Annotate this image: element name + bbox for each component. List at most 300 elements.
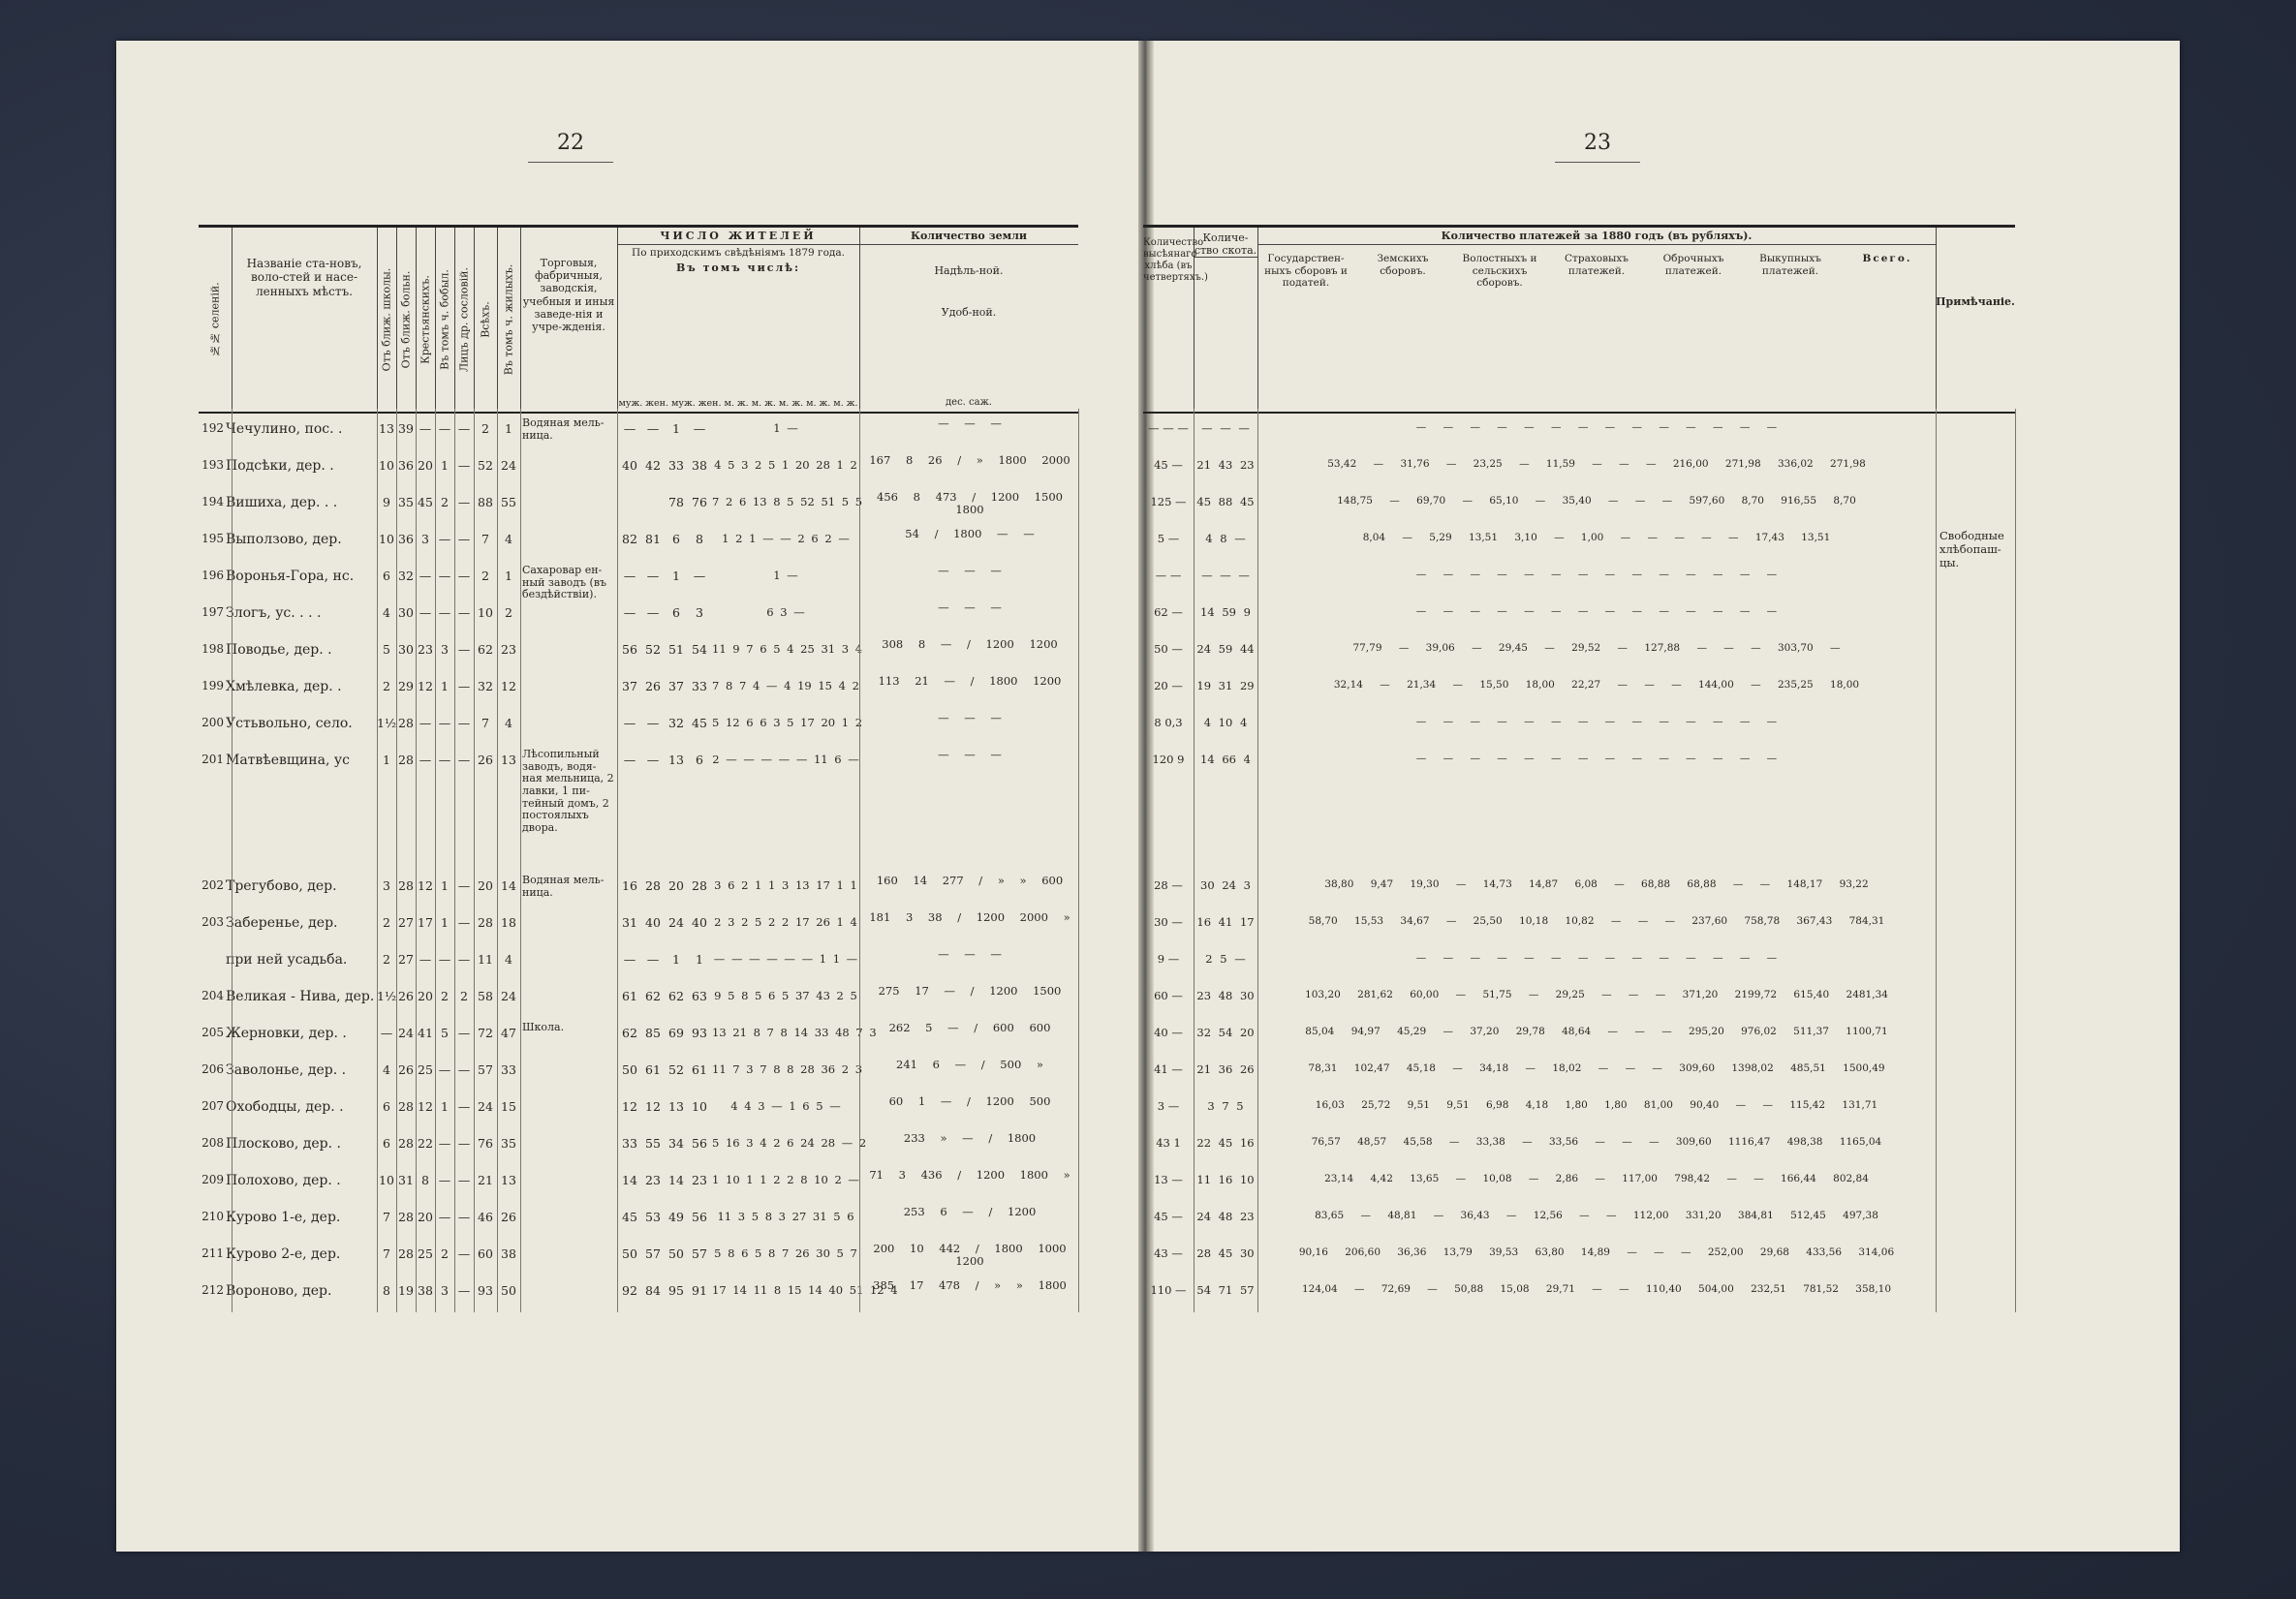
place-name: Полохово, дер. . bbox=[226, 1173, 341, 1188]
payment-values: — — — — — — — — — — — — — — bbox=[1415, 716, 1778, 727]
column-rule bbox=[435, 409, 436, 1312]
parish-men: 14 bbox=[668, 1173, 684, 1187]
fam-women: 62 bbox=[645, 989, 661, 1003]
yards-other: — bbox=[457, 532, 471, 546]
table-row bbox=[1143, 414, 2015, 450]
dist-hospital: 26 bbox=[398, 1062, 414, 1077]
cattle-counts: 2 5 — bbox=[1205, 952, 1246, 966]
place-name: Курово 1-е, дер. bbox=[226, 1210, 341, 1225]
parish-women: 91 bbox=[692, 1283, 707, 1298]
header-yards-a: Крестьянскихъ. bbox=[416, 228, 436, 412]
fam-men: — bbox=[623, 421, 636, 436]
fam-women: 40 bbox=[645, 915, 661, 930]
yards-bobyl: — bbox=[438, 421, 451, 436]
fam-women: 26 bbox=[645, 679, 661, 693]
place-name: Жерновки, дер. . bbox=[226, 1026, 347, 1041]
age-breakdown: 11 9 7 6 5 4 25 31 3 4 bbox=[712, 642, 863, 656]
cattle-counts: 21 36 26 bbox=[1196, 1062, 1255, 1076]
land-values: — — — bbox=[938, 711, 1002, 724]
table-row bbox=[199, 598, 1078, 634]
buildings-living: 24 bbox=[501, 989, 516, 1003]
age-breakdown: 4 5 3 2 5 1 20 28 1 2 bbox=[714, 458, 857, 472]
buildings-living: 13 bbox=[501, 753, 516, 767]
row-number: 207 bbox=[202, 1099, 224, 1113]
fam-men: 50 bbox=[622, 1246, 637, 1261]
yards-other: — bbox=[457, 1099, 471, 1114]
land-values: 241 6 — / 500 » bbox=[896, 1058, 1043, 1071]
land-values: 385 17 478 / » » 1800 bbox=[873, 1278, 1067, 1292]
column-rule bbox=[377, 409, 378, 1312]
column-rule bbox=[520, 409, 521, 1312]
dist-school: — bbox=[380, 1026, 393, 1040]
parish-men: 6 bbox=[672, 532, 680, 546]
sown-grain: 8 0,3 bbox=[1154, 716, 1183, 729]
dist-hospital: 36 bbox=[398, 458, 414, 473]
row-number: 211 bbox=[202, 1246, 224, 1260]
buildings-all: 2 bbox=[481, 569, 489, 583]
cattle-counts: 32 54 20 bbox=[1196, 1026, 1255, 1039]
yards-peasant: 12 bbox=[418, 878, 433, 893]
row-number: 202 bbox=[202, 878, 224, 892]
column-rule bbox=[617, 409, 618, 1312]
table-row bbox=[1143, 598, 2015, 634]
buildings-living: 1 bbox=[505, 569, 512, 583]
table-row bbox=[199, 1018, 1078, 1055]
table-row bbox=[1143, 1092, 2015, 1128]
yards-peasant: 8 bbox=[421, 1173, 429, 1187]
yards-peasant: 25 bbox=[418, 1062, 433, 1077]
yards-other: — bbox=[457, 605, 471, 620]
buildings-living: 47 bbox=[501, 1026, 516, 1040]
cattle-counts: 24 59 44 bbox=[1196, 642, 1255, 656]
table-row bbox=[1143, 1128, 2015, 1165]
buildings-all: 7 bbox=[481, 716, 489, 730]
yards-other: — bbox=[457, 1246, 471, 1261]
land-values: 71 3 436 / 1200 1800 » bbox=[869, 1168, 1070, 1182]
land-values: 456 8 473 / 1200 1500 1800 bbox=[877, 490, 1063, 517]
table-row bbox=[199, 981, 1078, 1018]
dist-school: 4 bbox=[383, 605, 390, 620]
sown-grain: 9 — bbox=[1157, 952, 1180, 966]
cattle-counts: 19 31 29 bbox=[1196, 679, 1255, 692]
parish-men: 24 bbox=[668, 915, 684, 930]
yards-bobyl: — bbox=[438, 569, 451, 583]
dist-school: 10 bbox=[379, 1173, 394, 1187]
column-rule bbox=[474, 409, 475, 1312]
land-values: — — — bbox=[938, 600, 1002, 614]
header-dist-a: Отъ ближ. школы. bbox=[377, 228, 397, 412]
cattle-counts: 24 48 23 bbox=[1196, 1210, 1255, 1223]
sown-grain: 13 — bbox=[1154, 1173, 1183, 1186]
yards-other: — bbox=[457, 1062, 471, 1077]
buildings-all: 46 bbox=[478, 1210, 493, 1224]
yards-peasant: — bbox=[419, 569, 432, 583]
parish-women: 6 bbox=[696, 753, 703, 767]
buildings-all: 21 bbox=[478, 1173, 493, 1187]
buildings-all: 76 bbox=[478, 1136, 493, 1151]
buildings-all: 7 bbox=[481, 532, 489, 546]
place-name: Вороново, дер. bbox=[226, 1283, 332, 1299]
land-values: 54 / 1800 — — bbox=[905, 527, 1035, 540]
age-breakdown: 7 2 6 13 8 5 52 51 5 5 bbox=[712, 495, 863, 508]
dist-school: 1 bbox=[383, 753, 390, 767]
right-table-body bbox=[1143, 414, 2015, 1312]
fam-women: — bbox=[646, 716, 660, 730]
page-number-left: 22 bbox=[557, 131, 584, 155]
parish-women: 1 bbox=[696, 952, 703, 967]
age-breakdown: 6 3 — bbox=[766, 605, 805, 619]
column-rule bbox=[2015, 409, 2016, 1312]
yards-bobyl: 1 bbox=[441, 878, 449, 893]
sown-grain: — — — bbox=[1148, 421, 1189, 435]
yards-peasant: — bbox=[419, 952, 432, 967]
dist-school: 1½ bbox=[377, 716, 397, 730]
header-build-a: Всѣхъ. bbox=[474, 228, 498, 412]
dist-hospital: 28 bbox=[398, 878, 414, 893]
parish-women: 8 bbox=[696, 532, 703, 546]
fam-women: 84 bbox=[645, 1283, 661, 1298]
yards-other: — bbox=[457, 642, 471, 657]
yards-other: — bbox=[457, 716, 471, 730]
parish-women: 76 bbox=[692, 495, 707, 509]
fam-men: 40 bbox=[622, 458, 637, 473]
age-breakdown: 9 5 8 5 6 5 37 43 2 5 bbox=[714, 989, 857, 1002]
header-cattle: Количе-ство скота. bbox=[1194, 228, 1258, 412]
land-values: 113 21 — / 1800 1200 bbox=[878, 674, 1062, 688]
column-rule bbox=[1257, 409, 1258, 1312]
column-rule bbox=[232, 409, 233, 1312]
yards-other: — bbox=[457, 1026, 471, 1040]
buildings-living: 35 bbox=[501, 1136, 516, 1151]
fam-men: 31 bbox=[622, 915, 637, 930]
yards-peasant: 23 bbox=[418, 642, 433, 657]
dist-school: 13 bbox=[379, 421, 394, 436]
dist-school: 2 bbox=[383, 679, 390, 693]
buildings-all: 62 bbox=[478, 642, 493, 657]
yards-other: — bbox=[457, 915, 471, 930]
place-name: Матвѣевщина, ус bbox=[226, 753, 350, 768]
column-rule bbox=[1078, 409, 1079, 1312]
row-number: 201 bbox=[202, 753, 224, 766]
yards-peasant: 20 bbox=[418, 989, 433, 1003]
land-values: 275 17 — / 1200 1500 bbox=[878, 984, 1062, 998]
establishments: Водяная мель-ница. bbox=[522, 416, 605, 442]
table-row bbox=[199, 1165, 1078, 1202]
parish-men: 1 bbox=[672, 952, 680, 967]
sown-grain: 43 1 bbox=[1156, 1136, 1181, 1150]
table-row bbox=[1143, 634, 2015, 671]
age-breakdown: 5 12 6 6 3 5 17 20 1 2 bbox=[712, 716, 863, 729]
age-breakdown: 1 — bbox=[773, 421, 798, 435]
parish-women: 28 bbox=[692, 878, 707, 893]
sown-grain: 45 — bbox=[1154, 458, 1183, 472]
dist-school: 7 bbox=[383, 1246, 390, 1261]
fam-women: 52 bbox=[645, 642, 661, 657]
parish-men: 1 bbox=[672, 421, 680, 436]
table-row bbox=[1143, 871, 2015, 907]
sown-grain: 28 — bbox=[1154, 878, 1183, 892]
payment-values: — — — — — — — — — — — — — — bbox=[1415, 753, 1778, 764]
fam-women: 53 bbox=[645, 1210, 661, 1224]
buildings-living: 23 bbox=[501, 642, 516, 657]
dist-school: 1½ bbox=[377, 989, 397, 1003]
yards-peasant: 41 bbox=[418, 1026, 433, 1040]
header-trade: Торговыя, фабричныя, заводскія, учебныя и иныя заведе-нія и учре-жденія. bbox=[520, 228, 618, 412]
yards-bobyl: — bbox=[438, 1173, 451, 1187]
land-values: 167 8 26 / » 1800 2000 bbox=[869, 453, 1070, 467]
age-breakdown: 4 4 3 — 1 6 5 — bbox=[730, 1099, 841, 1113]
buildings-living: 14 bbox=[501, 878, 516, 893]
parish-men: 33 bbox=[668, 458, 684, 473]
table-row bbox=[1143, 450, 2015, 487]
payment-values: — — — — — — — — — — — — — — bbox=[1415, 421, 1778, 433]
fam-women: — bbox=[646, 753, 660, 767]
yards-peasant: 12 bbox=[418, 1099, 433, 1114]
dist-school: 6 bbox=[383, 1099, 390, 1114]
table-row bbox=[1143, 1018, 2015, 1055]
sown-grain: 60 — bbox=[1154, 989, 1183, 1002]
header-build-b: Въ томъ ч. жилыхъ. bbox=[497, 228, 521, 412]
table-row bbox=[199, 1055, 1078, 1092]
header-land: Количество земли Надѣль-ной. Удоб-ной. дес. саж. bbox=[859, 228, 1078, 412]
row-number: 203 bbox=[202, 915, 224, 929]
place-name: при ней усадьба. bbox=[226, 952, 348, 968]
payment-values: 8,04 — 5,29 13,51 3,10 — 1,00 — — — — — 17,43 13,51 bbox=[1362, 532, 1831, 543]
cattle-counts: 23 48 30 bbox=[1196, 989, 1255, 1002]
parish-women: 57 bbox=[692, 1246, 707, 1261]
place-name: Охободцы, дер. . bbox=[226, 1099, 344, 1115]
fam-men: 37 bbox=[622, 679, 637, 693]
cattle-counts: 54 71 57 bbox=[1196, 1283, 1255, 1297]
parish-men: 1 bbox=[672, 569, 680, 583]
table-row bbox=[1143, 1276, 2015, 1312]
dist-hospital: 28 bbox=[398, 1210, 414, 1224]
cattle-counts: 21 43 23 bbox=[1196, 458, 1255, 472]
age-breakdown: 13 21 8 7 8 14 33 48 7 3 bbox=[712, 1026, 877, 1039]
place-name: Воронья-Гора, нс. bbox=[226, 569, 355, 584]
fam-men: 62 bbox=[622, 1026, 637, 1040]
dist-school: 6 bbox=[383, 569, 390, 583]
cattle-counts: 14 59 9 bbox=[1200, 605, 1251, 619]
table-row bbox=[1143, 1239, 2015, 1276]
payment-values: 83,65 — 48,81 — 36,43 — 12,56 — — 112,00 331,20 384,81 512,45 497,38 bbox=[1315, 1210, 1878, 1221]
payment-values: — — — — — — — — — — — — — — bbox=[1415, 569, 1778, 580]
age-breakdown: 17 14 11 8 15 14 40 51 12 4 bbox=[712, 1283, 898, 1297]
payment-values: 16,03 25,72 9,51 9,51 6,98 4,18 1,80 1,80 81,00 90,40 — — 115,42 131,71 bbox=[1315, 1099, 1878, 1111]
establishments: Школа. bbox=[522, 1021, 565, 1033]
land-values: 160 14 277 / » » 600 bbox=[876, 874, 1064, 887]
yards-bobyl: 3 bbox=[441, 642, 449, 657]
column-rule bbox=[396, 409, 397, 1312]
left-table-header bbox=[199, 225, 1078, 414]
yards-peasant: — bbox=[419, 605, 432, 620]
establishments: Водяная мель-ница. bbox=[522, 874, 605, 899]
dist-hospital: 28 bbox=[398, 1246, 414, 1261]
parish-men: 95 bbox=[668, 1283, 684, 1298]
dist-school: 2 bbox=[383, 952, 390, 967]
buildings-living: 4 bbox=[505, 716, 512, 730]
yards-bobyl: — bbox=[438, 605, 451, 620]
header-yards-c: Лицъ др. сословій. bbox=[454, 228, 475, 412]
buildings-all: 60 bbox=[478, 1246, 493, 1261]
header-dist-b: Отъ ближ. больн. bbox=[396, 228, 417, 412]
cattle-counts: 3 7 5 bbox=[1207, 1099, 1244, 1113]
parish-women: 93 bbox=[692, 1026, 707, 1040]
fam-women: 28 bbox=[645, 878, 661, 893]
table-row bbox=[1143, 561, 2015, 598]
left-table bbox=[199, 225, 1078, 1312]
payment-values: 78,31 102,47 45,18 — 34,18 — 18,02 — — — 309,60 1398,02 485,51 1500,49 bbox=[1308, 1062, 1885, 1074]
row-note: Свободные хлѣбопаш-цы. bbox=[1939, 529, 2004, 569]
sown-grain: 45 — bbox=[1154, 1210, 1183, 1223]
table-row bbox=[199, 944, 1078, 981]
header-note: Примѣчаніе. bbox=[1936, 295, 2015, 308]
row-number: 204 bbox=[202, 989, 224, 1002]
place-name: Чечулино, пос. . bbox=[226, 421, 343, 437]
dist-school: 5 bbox=[383, 642, 390, 657]
fam-men: — bbox=[623, 605, 636, 620]
payment-values: 23,14 4,42 13,65 — 10,08 — 2,86 — 117,00 798,42 — — 166,44 802,84 bbox=[1324, 1173, 1869, 1184]
buildings-all: 2 bbox=[481, 421, 489, 436]
buildings-living: 33 bbox=[501, 1062, 516, 1077]
dist-school: 9 bbox=[383, 495, 390, 509]
buildings-living: 18 bbox=[501, 915, 516, 930]
sown-grain: 40 — bbox=[1154, 1026, 1183, 1039]
sown-grain: — — bbox=[1155, 569, 1182, 582]
yards-bobyl: 1 bbox=[441, 458, 449, 473]
cattle-counts: 4 8 — bbox=[1205, 532, 1246, 545]
yards-bobyl: 1 bbox=[441, 679, 449, 693]
cattle-counts: 14 66 4 bbox=[1200, 753, 1251, 766]
sown-grain: 3 — bbox=[1157, 1099, 1180, 1113]
buildings-all: 26 bbox=[478, 753, 493, 767]
land-values: 181 3 38 / 1200 2000 » bbox=[869, 910, 1070, 924]
fam-women: 61 bbox=[645, 1062, 661, 1077]
parish-men: 34 bbox=[668, 1136, 684, 1151]
cattle-counts: 22 45 16 bbox=[1196, 1136, 1255, 1150]
yards-peasant: — bbox=[419, 753, 432, 767]
yards-other: — bbox=[457, 952, 471, 967]
table-row bbox=[199, 524, 1078, 561]
cattle-counts: — — — bbox=[1201, 569, 1250, 582]
yards-bobyl: — bbox=[438, 1210, 451, 1224]
left-table-body bbox=[199, 414, 1078, 1312]
dist-hospital: 32 bbox=[398, 569, 414, 583]
buildings-all: 10 bbox=[478, 605, 493, 620]
dist-hospital: 27 bbox=[398, 915, 414, 930]
yards-other: 2 bbox=[460, 989, 468, 1003]
fam-men: 82 bbox=[622, 532, 637, 546]
column-rule bbox=[454, 409, 455, 1312]
cattle-counts: 11 16 10 bbox=[1196, 1173, 1255, 1186]
payment-values: 85,04 94,97 45,29 — 37,20 29,78 48,64 — — — 295,20 976,02 511,37 1100,71 bbox=[1305, 1026, 1888, 1037]
dist-hospital: 28 bbox=[398, 1099, 414, 1114]
dist-hospital: 36 bbox=[398, 532, 414, 546]
fam-women: 23 bbox=[645, 1173, 661, 1187]
dist-hospital: 30 bbox=[398, 642, 414, 657]
dist-hospital: 35 bbox=[398, 495, 414, 509]
cattle-counts: 45 88 45 bbox=[1196, 495, 1255, 508]
table-row bbox=[199, 1239, 1078, 1276]
buildings-living: 1 bbox=[505, 421, 512, 436]
table-row bbox=[1143, 1055, 2015, 1092]
parish-men: 69 bbox=[668, 1026, 684, 1040]
payment-values: 90,16 206,60 36,36 13,79 39,53 63,80 14,89 — — — 252,00 29,68 433,56 314,06 bbox=[1298, 1246, 1895, 1258]
yards-peasant: 20 bbox=[418, 458, 433, 473]
table-row bbox=[1143, 708, 2015, 745]
dist-school: 4 bbox=[383, 1062, 390, 1077]
buildings-all: 57 bbox=[478, 1062, 493, 1077]
table-row bbox=[199, 450, 1078, 487]
fam-men: 92 bbox=[622, 1283, 637, 1298]
buildings-all: 52 bbox=[478, 458, 493, 473]
sown-grain: 5 — bbox=[1157, 532, 1180, 545]
fam-men: 33 bbox=[622, 1136, 637, 1151]
land-values: 233 » — / 1800 bbox=[903, 1131, 1037, 1145]
yards-other: — bbox=[457, 1173, 471, 1187]
buildings-living: 26 bbox=[501, 1210, 516, 1224]
column-rule bbox=[1936, 409, 1937, 1312]
parish-women: 40 bbox=[692, 915, 707, 930]
column-rule bbox=[1194, 409, 1195, 1312]
cattle-counts: 30 24 3 bbox=[1200, 878, 1251, 892]
row-number: 195 bbox=[202, 532, 224, 545]
buildings-living: 12 bbox=[501, 679, 516, 693]
yards-peasant: 38 bbox=[418, 1283, 433, 1298]
payment-values: — — — — — — — — — — — — — — bbox=[1415, 605, 1778, 617]
row-number: 194 bbox=[202, 495, 224, 508]
payment-values: 38,80 9,47 19,30 — 14,73 14,87 6,08 — 68,88 68,88 — — 148,17 93,22 bbox=[1324, 878, 1869, 890]
yards-bobyl: 2 bbox=[441, 1246, 449, 1261]
age-breakdown: 5 8 6 5 8 7 26 30 5 7 bbox=[714, 1246, 857, 1260]
table-row bbox=[199, 1092, 1078, 1128]
parish-men: 50 bbox=[668, 1246, 684, 1261]
sown-grain: 110 — bbox=[1150, 1283, 1187, 1297]
payment-values: 103,20 281,62 60,00 — 51,75 — 29,25 — — — 371,20 2199,72 615,40 2481,34 bbox=[1305, 989, 1888, 1000]
buildings-all: 32 bbox=[478, 679, 493, 693]
right-table bbox=[1143, 225, 2015, 1312]
place-name: Трегубово, дер. bbox=[226, 878, 337, 894]
yards-bobyl: 5 bbox=[441, 1026, 449, 1040]
row-number: 210 bbox=[202, 1210, 224, 1223]
parish-women: 23 bbox=[692, 1173, 707, 1187]
table-row bbox=[1143, 944, 2015, 981]
yards-other: — bbox=[457, 878, 471, 893]
buildings-living: 24 bbox=[501, 458, 516, 473]
dist-school: 10 bbox=[379, 532, 394, 546]
parish-women: 45 bbox=[692, 716, 707, 730]
age-breakdown: 1 10 1 1 2 2 8 10 2 — bbox=[712, 1173, 859, 1186]
parish-men: 62 bbox=[668, 989, 684, 1003]
row-number: 209 bbox=[202, 1173, 224, 1186]
sown-grain: 125 — bbox=[1150, 495, 1187, 508]
buildings-all: 24 bbox=[478, 1099, 493, 1114]
fam-men: — bbox=[623, 753, 636, 767]
cattle-counts: 28 45 30 bbox=[1196, 1246, 1255, 1260]
table-row bbox=[1143, 1202, 2015, 1239]
fam-men: 16 bbox=[622, 878, 637, 893]
dist-hospital: 24 bbox=[398, 1026, 414, 1040]
place-name: Вишиха, дер. . . bbox=[226, 495, 338, 510]
parish-women: 56 bbox=[692, 1210, 707, 1224]
buildings-living: 4 bbox=[505, 532, 512, 546]
table-row bbox=[199, 1128, 1078, 1165]
sown-grain: 43 — bbox=[1154, 1246, 1183, 1260]
yards-peasant: 12 bbox=[418, 679, 433, 693]
parish-women: — bbox=[693, 569, 706, 583]
header-name: Названіе ста-новъ, воло-стей и насе-ленныхъ мѣстъ. bbox=[232, 228, 378, 412]
dist-hospital: 28 bbox=[398, 1136, 414, 1151]
